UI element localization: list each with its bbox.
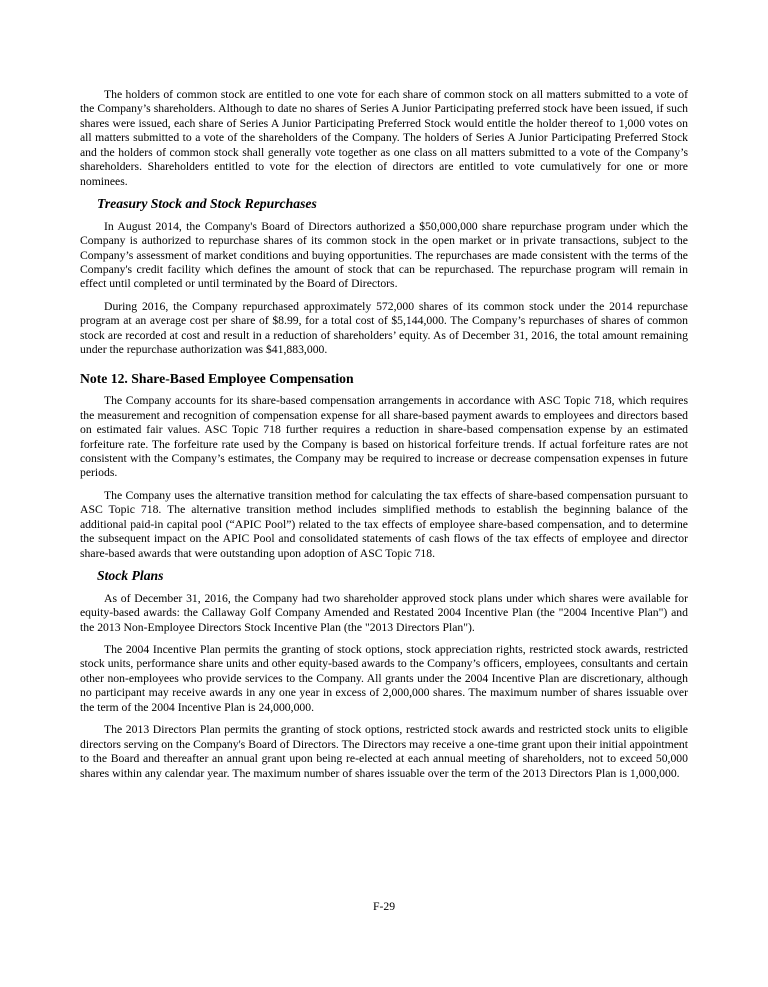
heading-treasury-stock-and-stock-repurchases: Treasury Stock and Stock Repurchases — [97, 196, 317, 212]
heading-note-12-share-based-employee-compensation: Note 12. Share-Based Employee Compensation — [80, 370, 354, 386]
paragraph-repurchase-program-authorization: In August 2014, the Company's Board of Directors authorized a $50,000,000 share repurchase program under which the Company is authorized to repurchase shares of its common stock in the open market or in private transactions, subject to the Company’s assessment of market conditions and buying opportunities. The repurchases are made consistent with the terms of the Company's credit facility which defines the amount of stock that can be repurchased. The repurchase program will remain in effect until completed or until terminated by the Board of Directors. — [80, 219, 688, 291]
paragraph-2013-directors-plan: The 2013 Directors Plan permits the granting of stock options, restricted stock awards and restricted stock units to eligible directors serving on the Company's Board of Directors. The Directors may receive a one-time grant upon their initial appointment to the Board and thereafter an annual grant upon being re-elected at each annual meeting of shareholders, not to exceed 50,000 shares within any calendar year. The maximum number of shares issuable over the term of the 2013 Directors Plan is 1,000,000. — [80, 723, 688, 780]
paragraph-2004-incentive-plan: The 2004 Incentive Plan permits the granting of stock options, stock appreciation rights, restricted stock awards, restricted stock units, performance share units and other equity-based awards to the Company’s officers, employees, consultants and certain other non-employees who provide services to the Company. All grants under the 2004 Incentive Plan are discretionary, although no participant may receive awards in any one year in excess of 2,000,000 shares. The maximum number of shares issuable over the term of the 2004 Incentive Plan is 24,000,000. — [80, 642, 688, 714]
paragraph-2016-repurchases: During 2016, the Company repurchased approximately 572,000 shares of its common stock under the 2014 repurchase program at an average cost per share of $8.99, for a total cost of $5,144,000. The Company’s repurchases of shares of common stock are recorded at cost and result in a reduction of shareholders’ equity. As of December 31, 2016, the total amount remaining under the repurchase authorization was $41,883,000. — [80, 299, 688, 357]
paragraph-common-stock-voting: The holders of common stock are entitled to one vote for each share of common stock on all matters submitted to a vote of the Company’s shareholders. Although to date no shares of Series A Junior Participating preferred stock have been issued, if such shares were issued, each share of Series A Junior Participating Preferred Stock would entitle the holder thereof to 1,000 votes on all matters submitted to a vote of the shareholders of the Company. The holders of Series A Junior Participating Preferred Stock and the holders of common stock shall generally vote together as one class on all matters submitted to a vote of the Company’s shareholders. Shareholders entitled to vote for the election of directors are entitled to vote cumulatively for one or more nominees. — [80, 88, 688, 188]
paragraph-alternative-transition-method: The Company uses the alternative transition method for calculating the tax effects of share-based compensation pursuant to ASC Topic 718. The alternative transition method includes simplified methods to establish the beginning balance of the additional paid-in capital pool (“APIC Pool”) related to the tax effects of employee share-based compensation, and to determine the subsequent impact on the APIC Pool and consolidated statements of cash flows of the tax effects of employee and director share-based awards that were outstanding upon adoption of ASC Topic 718. — [80, 488, 688, 560]
paragraph-two-shareholder-approved-plans: As of December 31, 2016, the Company had two shareholder approved stock plans under which shares were available for equity-based awards: the Callaway Golf Company Amended and Restated 2004 Incentive Plan (the "2004 Incentive Plan") and the 2013 Non-Employee Directors Stock Incentive Plan (the "2013 Directors Plan"). — [80, 591, 688, 634]
paragraph-asc-topic-718-accounting: The Company accounts for its share-based compensation arrangements in accordance with ASC Topic 718, which requires the measurement and recognition of compensation expense for all share-based payment awards to employees and directors based on estimated fair values. ASC Topic 718 further requires a reduction in share-based compensation expense by an estimated forfeiture rate. The forfeiture rate used by the Company is based on historical forfeiture trends. If actual forfeiture rates are not consistent with the Company’s estimates, the Company may be required to increase or decrease compensation expenses in future periods. — [80, 394, 688, 480]
heading-stock-plans: Stock Plans — [97, 568, 164, 584]
page-number: F-29 — [372, 900, 396, 913]
